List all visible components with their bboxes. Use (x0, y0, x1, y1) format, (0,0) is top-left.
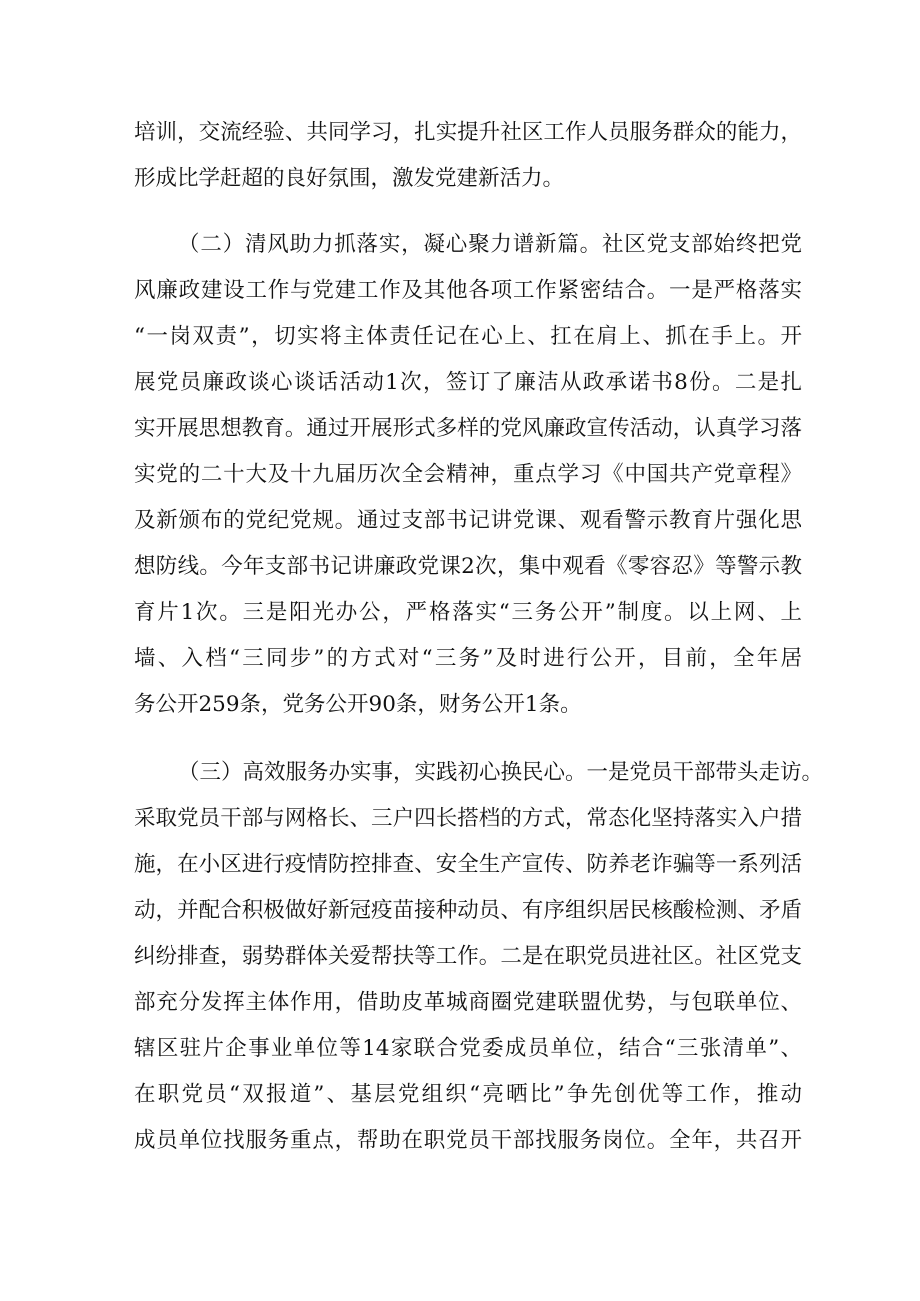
text-line: “一岗双责”，切实将主体责任记在心上、扛在肩上、抓在手上。开 (134, 324, 802, 349)
text-line: 纠纷排查，弱势群体关爱帮扶等工作。二是在职党员进社区。社区党支 (134, 944, 802, 969)
text-line: 想防线。今年支部书记讲廉政党课2次，集中观看《零容忍》等警示教 (134, 554, 802, 579)
document-body (134, 110, 824, 1164)
paragraph-1 (134, 110, 802, 202)
text-line: 务公开259条，党务公开90条，财务公开1条。 (134, 692, 582, 717)
text-line: （三）高效服务办实事，实践初心换民心。一是党员干部带头走访。 (178, 760, 824, 785)
text-line: 施，在小区进行疫情防控排查、安全生产宣传、防养老诈骗等一系列活 (134, 852, 802, 877)
text-line: 形成比学赶超的良好氛围，激发党建新活力。 (134, 166, 565, 191)
text-line: 部充分发挥主体作用，借助皮革城商圈党建联盟优势，与包联单位、 (134, 990, 802, 1015)
text-line: 及新颁布的党纪党规。通过支部书记讲党课、观看警示教育片强化思 (134, 508, 802, 533)
text-line: 风廉政建设工作与党建工作及其他各项工作紧密结合。一是严格落实 (134, 278, 802, 303)
text-line: 展党员廉政谈心谈话活动1次，签订了廉洁从政承诺书8份。二是扎 (134, 370, 802, 395)
text-line: 动，并配合积极做好新冠疫苗接种动员、有序组织居民核酸检测、矛盾 (134, 898, 802, 923)
text-line: 育片1次。三是阳光办公，严格落实“三务公开”制度。以上网、上 (134, 600, 802, 625)
text-line: 辖区驻片企事业单位等14家联合党委成员单位，结合“三张清单”、 (134, 1036, 802, 1061)
text-line: 实党的二十大及十九届历次全会精神，重点学习《中国共产党章程》 (134, 462, 802, 487)
paragraph-3 (134, 750, 824, 1164)
text-line: 培训，交流经验、共同学习，扎实提升社区工作人员服务群众的能力， (134, 120, 802, 145)
text-line: 实开展思想教育。通过开展形式多样的党风廉政宣传活动，认真学习落 (134, 416, 802, 441)
text-line: （二）清风助力抓落实，凝心聚力谱新篇。社区党支部始终把党 (178, 232, 802, 257)
text-line: 墙、入档“三同步”的方式对“三务”及时进行公开，目前，全年居 (134, 646, 802, 671)
paragraph-2 (134, 222, 802, 728)
text-line: 在职党员“双报道”、基层党组织“亮晒比”争先创优等工作，推动 (134, 1082, 802, 1107)
text-line: 采取党员干部与网格长、三户四长搭档的方式，常态化坚持落实入户措 (134, 806, 802, 831)
text-line: 成员单位找服务重点，帮助在职党员干部找服务岗位。全年，共召开 (134, 1128, 802, 1153)
